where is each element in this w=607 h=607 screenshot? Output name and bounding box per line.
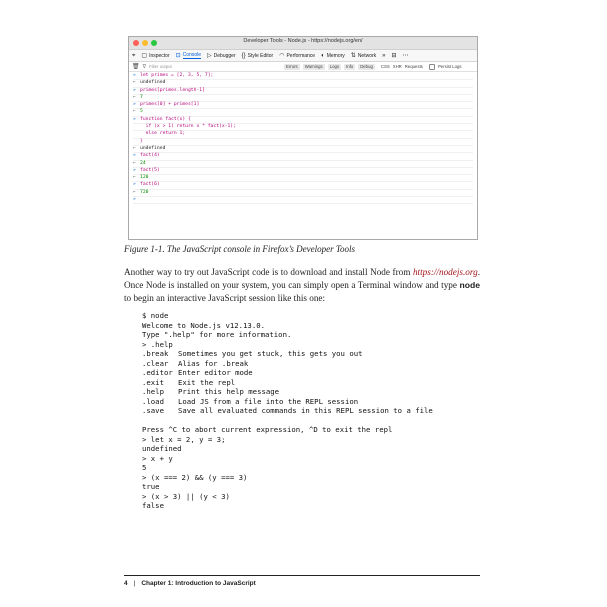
console-line: [133, 161, 473, 168]
network-icon: ⇅: [350, 52, 356, 59]
code-line: Type ".help" for more information.: [142, 330, 292, 339]
devtools-screenshot: [128, 36, 478, 240]
chapter-title: Chapter 1: Introduction to JavaScript: [141, 580, 256, 587]
devtools-toolbar: [129, 50, 477, 62]
console-line: [133, 102, 473, 109]
code-line: 5: [142, 463, 147, 472]
body-paragraph: Another way to try out JavaScript code is to download and install Node from https://nodejs.org. Once Node is installed on your system, you can simply open a Terminal window and type node to begin an interactive JavaScript session like this one:: [124, 267, 480, 304]
persist-logs-label: Persist Logs: [437, 64, 462, 69]
console-line: [133, 117, 473, 124]
dock-icon[interactable]: ⊟: [391, 52, 397, 59]
console-result: 24: [140, 160, 146, 166]
console-input: fact(6): [140, 182, 160, 188]
help-description: Save all evaluated commands in this REPL session to a file: [178, 406, 433, 415]
node-repl-code-block: [142, 311, 433, 511]
help-command-line: [142, 378, 433, 388]
console-line: [133, 73, 473, 80]
console-line: [133, 197, 473, 204]
help-command: .clear: [142, 358, 169, 368]
console-filter-bar: [129, 62, 477, 72]
tab-network[interactable]: ⇅ Network: [350, 52, 377, 59]
code-line: Welcome to Node.js v12.13.0.: [142, 320, 266, 330]
console-line: [133, 80, 473, 87]
page-number: 4: [124, 580, 128, 587]
page-footer: [124, 575, 480, 587]
inline-command: node: [459, 280, 480, 291]
console-output: [129, 72, 477, 205]
console-result: 7: [140, 94, 143, 100]
filter-errors-button[interactable]: Errors: [285, 63, 298, 69]
persist-logs-checkbox[interactable]: [429, 64, 435, 70]
result-arrow-icon: ←: [133, 94, 136, 100]
overflow-menu-icon[interactable]: ⋯: [402, 52, 409, 59]
filter-logs-button[interactable]: Logs: [329, 63, 340, 69]
filter-debug-button[interactable]: Debug: [360, 63, 373, 69]
code-line: > (x === 2) && (y === 3): [142, 472, 248, 482]
nodejs-link[interactable]: https://nodejs.org: [412, 267, 478, 277]
console-input: }: [140, 138, 143, 144]
filter-requests-button[interactable]: Requests: [404, 64, 423, 69]
result-arrow-icon: ←: [133, 160, 136, 166]
help-command: .exit: [142, 377, 164, 387]
help-command-line: [142, 359, 433, 369]
filter-info-button[interactable]: Info: [346, 63, 354, 69]
console-line: [133, 146, 473, 153]
tab-debugger[interactable]: ▷ Debugger: [207, 52, 236, 59]
console-input: if (x > 1) return x * fact(x-1);: [140, 124, 236, 130]
more-tabs-icon[interactable]: »: [382, 52, 386, 59]
code-line: undefined: [142, 444, 182, 453]
tab-style-editor[interactable]: {} Style Editor: [241, 52, 274, 59]
tab-memory[interactable]: ◐ Memory: [321, 52, 345, 59]
help-description: Sometimes you get stuck, this gets you out: [178, 349, 363, 358]
result-arrow-icon: ←: [133, 109, 136, 115]
code-blank-line: [142, 416, 433, 426]
console-result: 5: [140, 109, 143, 115]
help-description: Enter editor mode: [178, 368, 253, 377]
console-line: [133, 175, 473, 182]
input-prompt-icon: »: [133, 102, 136, 108]
console-input: function fact(x) {: [140, 116, 191, 122]
inspector-icon: ▢: [141, 52, 148, 59]
console-line: [133, 168, 473, 175]
help-description: Alias for .break: [178, 358, 249, 368]
performance-icon: ◠: [279, 52, 285, 59]
code-line: true: [142, 482, 160, 491]
console-input: fact(4): [140, 153, 160, 159]
console-line: [133, 139, 473, 146]
help-command: .editor: [142, 368, 173, 377]
code-line: false: [142, 501, 164, 510]
console-input: primes[primes.length-1]: [140, 87, 205, 93]
console-result: 720: [140, 189, 149, 195]
console-line: [133, 190, 473, 197]
help-command: .help: [142, 387, 164, 396]
console-line: [133, 109, 473, 116]
code-line: > .help: [142, 339, 173, 349]
help-command: .load: [142, 396, 164, 406]
filter-warnings-button[interactable]: Warnings: [304, 63, 323, 69]
console-input: fact(5): [140, 167, 160, 173]
debugger-icon: ▷: [207, 52, 212, 59]
help-description: Load JS from a file into the REPL session: [178, 396, 359, 406]
console-icon: ⊡: [175, 52, 181, 59]
input-prompt-icon: »: [133, 87, 136, 93]
code-line: > let x = 2, y = 3;: [142, 434, 226, 444]
console-result: undefined: [140, 145, 166, 151]
continuation-gutter: [133, 131, 140, 137]
result-arrow-icon: ←: [133, 189, 136, 195]
help-description: Print this help message: [178, 387, 280, 396]
help-command-line: [142, 397, 433, 407]
console-line: [133, 131, 473, 138]
console-line: [133, 182, 473, 189]
code-line: $ node: [142, 311, 169, 320]
tab-inspector[interactable]: ▢ Inspector: [141, 52, 170, 59]
continuation-gutter: [133, 139, 140, 145]
code-line: > x + y: [142, 453, 173, 463]
figure-caption: Figure 1-1. The JavaScript console in Firefox’s Developer Tools: [124, 244, 356, 254]
input-prompt-icon: »: [133, 182, 136, 188]
console-line: [133, 153, 473, 160]
console-input: let primes = [2, 3, 5, 7];: [140, 73, 214, 78]
result-arrow-icon: ←: [133, 145, 136, 151]
input-prompt-icon: »: [133, 116, 136, 122]
tab-console[interactable]: ⊡ Console: [175, 52, 202, 59]
input-prompt-icon: »: [133, 153, 136, 159]
help-command-line: [142, 368, 433, 378]
input-prompt-icon: »: [133, 197, 136, 203]
help-command-line: [142, 387, 433, 397]
trash-icon[interactable]: 🗑: [132, 64, 140, 70]
style-editor-icon: {}: [241, 52, 246, 59]
help-command: .save: [142, 406, 164, 415]
help-command: .break: [142, 349, 169, 358]
console-result: undefined: [140, 80, 166, 86]
devtools-titlebar: [129, 37, 477, 50]
pick-element-icon[interactable]: ⌖: [132, 52, 136, 59]
result-arrow-icon: ←: [133, 175, 136, 181]
help-command-line: [142, 406, 433, 416]
code-line: Press ^C to abort current expression, ^D to exit the repl: [142, 425, 393, 434]
filter-icon: ∇: [142, 63, 146, 70]
console-line: [133, 88, 473, 95]
continuation-gutter: [133, 124, 140, 130]
console-input: else return 1;: [140, 131, 186, 137]
tab-performance[interactable]: ◠ Performance: [279, 52, 316, 59]
code-line: > (x > 3) || (y < 3): [142, 491, 230, 501]
filter-css-button[interactable]: CSS: [380, 64, 390, 69]
memory-icon: ◐: [321, 52, 325, 59]
help-description: Exit the repl: [178, 377, 236, 387]
footer-separator: |: [133, 580, 136, 587]
console-input: primes[0] + primes[1]: [140, 102, 200, 108]
filter-xhr-button[interactable]: XHR: [392, 64, 402, 69]
window-title: Developer Tools - Node.js - https://nodejs.org/en/: [243, 38, 363, 44]
console-result: 120: [140, 175, 149, 181]
input-prompt-icon: »: [133, 73, 136, 78]
filter-output-input[interactable]: Filter output: [148, 64, 172, 69]
help-command-line: [142, 349, 433, 359]
result-arrow-icon: ←: [133, 80, 136, 86]
input-prompt-icon: »: [133, 167, 136, 173]
